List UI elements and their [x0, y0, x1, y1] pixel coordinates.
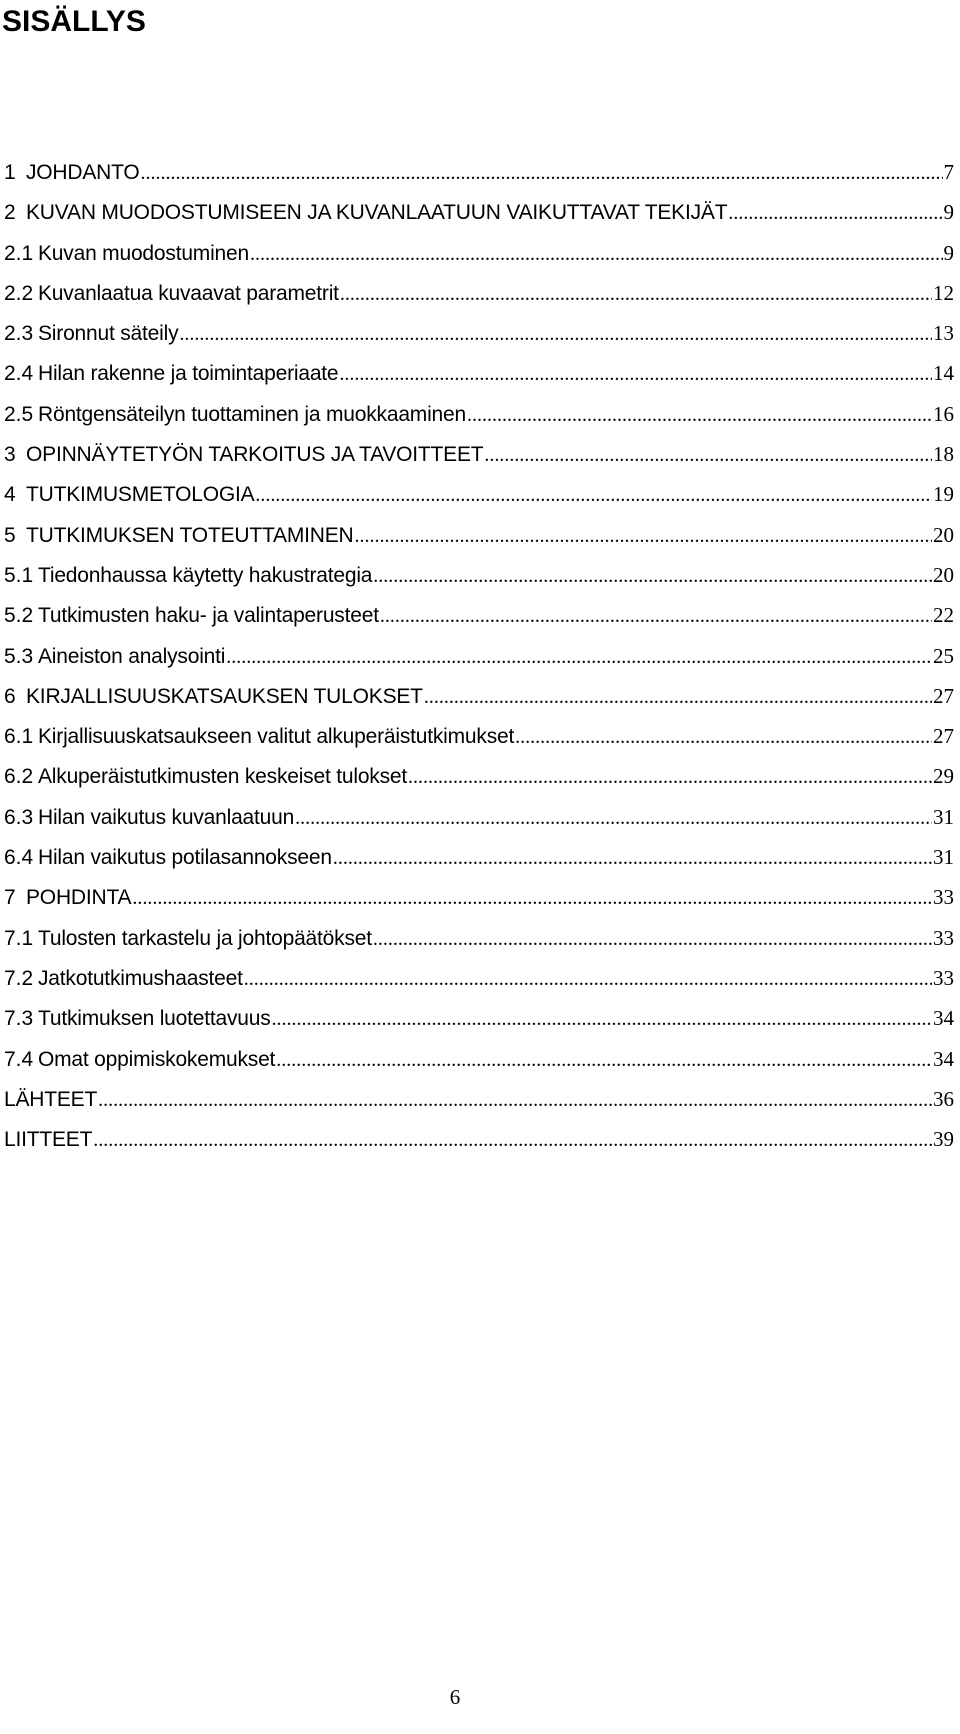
toc-dot-leader	[339, 354, 932, 394]
toc-dot-leader	[484, 435, 932, 475]
toc-dot-leader	[408, 757, 932, 797]
toc-entry-title: KUVAN MUODOSTUMISEEN JA KUVANLAATUUN VAIKUTTAVAT TEKIJÄT	[26, 201, 728, 225]
toc-dot-leader	[728, 193, 942, 233]
toc-entry-title: Kuvanlaatua kuvaavat parametrit	[38, 281, 339, 305]
toc-entry[interactable]	[4, 152, 954, 192]
toc-dot-leader	[93, 1120, 932, 1160]
toc-entry[interactable]	[4, 474, 954, 514]
toc-entry-page: 12	[933, 280, 954, 305]
toc-entry-title: LIITTEET	[4, 1128, 93, 1152]
toc-dot-leader	[373, 919, 932, 959]
toc-entry-number: 6.3	[4, 805, 34, 829]
toc-entry[interactable]	[4, 636, 954, 676]
toc-entry-page: 22	[933, 603, 954, 628]
toc-entry-page: 31	[933, 804, 954, 829]
toc-entry[interactable]	[4, 555, 954, 595]
toc-entry-number: 7.1	[4, 926, 34, 950]
toc-entry-title: Jatkotutkimushaasteet	[38, 966, 243, 990]
toc-entry-title: Hilan rakenne ja toimintaperiaate	[38, 362, 339, 386]
toc-dot-leader	[515, 717, 932, 757]
toc-dot-leader	[467, 395, 932, 435]
toc-entry-page: 33	[933, 885, 954, 910]
toc-entry[interactable]	[4, 434, 954, 474]
toc-entry[interactable]	[4, 273, 954, 313]
toc-entry-title: Tulosten tarkastelu ja johtopäätökset	[38, 926, 372, 950]
toc-entry-number: 5	[4, 523, 16, 547]
toc-entry-title: Tiedonhaussa käytetty hakustrategia	[38, 563, 373, 587]
toc-entry-title: TUTKIMUSMETOLOGIA	[26, 483, 255, 507]
toc-entry-page: 25	[933, 643, 954, 668]
toc-entry[interactable]	[4, 313, 954, 353]
toc-entry[interactable]	[4, 192, 954, 232]
toc-dot-leader	[179, 314, 932, 354]
toc-entry-number: 2.5	[4, 402, 34, 426]
toc-entry-title: Kirjallisuuskatsaukseen valitut alkuperäistutkimukset	[38, 725, 515, 749]
toc-entry[interactable]	[4, 353, 954, 393]
toc-entry-title: TUTKIMUKSEN TOTEUTTAMINEN	[26, 523, 354, 547]
toc-dot-leader	[340, 274, 932, 314]
toc-entry[interactable]	[4, 515, 954, 555]
toc-entry-page: 19	[933, 482, 954, 507]
toc-entry-number: 7.2	[4, 966, 34, 990]
toc-entry[interactable]	[4, 676, 954, 716]
toc-entry-page: 20	[933, 522, 954, 547]
toc-entry-title: Aineiston analysointi	[38, 644, 226, 668]
toc-entry-page: 27	[933, 683, 954, 708]
table-of-contents	[4, 152, 954, 1159]
toc-entry[interactable]	[4, 1119, 954, 1159]
toc-entry-number: 6.1	[4, 725, 34, 749]
toc-dot-leader	[380, 596, 932, 636]
toc-entry-page: 13	[933, 321, 954, 346]
toc-entry-title: Röntgensäteilyn tuottaminen ja muokkaaminen	[38, 402, 466, 426]
toc-entry-title: Hilan vaikutus potilasannokseen	[38, 846, 332, 870]
page-number: 6	[449, 1685, 461, 1709]
toc-entry-page: 33	[933, 965, 954, 990]
toc-entry-number: 2.4	[4, 362, 34, 386]
page-title: SISÄLLYS	[2, 5, 146, 38]
toc-entry-number: 2.2	[4, 281, 34, 305]
toc-entry[interactable]	[4, 998, 954, 1038]
toc-entry-number: 7.3	[4, 1007, 34, 1031]
toc-dot-leader	[355, 516, 932, 556]
toc-entry-number: 2.1	[4, 241, 34, 265]
toc-entry[interactable]	[4, 756, 954, 796]
toc-entry[interactable]	[4, 233, 954, 273]
toc-entry-number: 2	[4, 201, 16, 225]
toc-dot-leader	[226, 637, 932, 677]
toc-entry-number: 2.3	[4, 322, 34, 346]
toc-entry-page: 34	[933, 1046, 954, 1071]
toc-entry-title: POHDINTA	[26, 886, 132, 910]
toc-entry-page: 33	[933, 925, 954, 950]
toc-entry-page: 14	[933, 361, 954, 386]
toc-dot-leader	[244, 959, 932, 999]
toc-entry-page: 39	[933, 1127, 954, 1152]
toc-entry-title: Alkuperäistutkimusten keskeiset tulokset	[38, 765, 408, 789]
toc-entry-title: Kuvan muodostuminen	[38, 241, 249, 265]
toc-entry-title: OPINNÄYTETYÖN TARKOITUS JA TAVOITTEET	[26, 443, 484, 467]
toc-dot-leader	[373, 556, 932, 596]
toc-entry-page: 31	[933, 845, 954, 870]
toc-dot-leader	[255, 475, 932, 515]
toc-entry-number: 1	[4, 161, 16, 184]
toc-entry-number: 5.3	[4, 644, 34, 668]
toc-dot-leader	[272, 999, 932, 1039]
toc-entry-number: 4	[4, 483, 16, 507]
toc-dot-leader	[132, 878, 932, 918]
toc-entry-title: Omat oppimiskokemukset	[38, 1047, 276, 1071]
toc-entry-page: 9	[943, 200, 954, 225]
toc-entry[interactable]	[4, 837, 954, 877]
toc-dot-leader	[333, 838, 932, 878]
toc-entry[interactable]	[4, 918, 954, 958]
toc-entry-number: 5.1	[4, 563, 34, 587]
toc-entry-title: Hilan vaikutus kuvanlaatuun	[38, 805, 295, 829]
toc-dot-leader	[424, 677, 932, 717]
toc-entry-title: LÄHTEET	[4, 1087, 98, 1111]
toc-entry-title: Sironnut säteily	[38, 322, 179, 346]
toc-entry[interactable]	[4, 797, 954, 837]
toc-dot-leader	[276, 1040, 932, 1080]
toc-entry-title: JOHDANTO	[26, 161, 140, 184]
toc-entry-page: 16	[933, 401, 954, 426]
toc-dot-leader	[250, 234, 943, 274]
toc-entry-page: 18	[933, 442, 954, 467]
toc-entry-page: 29	[933, 764, 954, 789]
toc-entry[interactable]	[4, 1039, 954, 1079]
toc-entry-title: Tutkimusten haku- ja valintaperusteet	[38, 604, 379, 628]
toc-entry-number: 6.4	[4, 846, 34, 870]
toc-entry-number: 6	[4, 684, 16, 708]
toc-entry-page: 27	[933, 724, 954, 749]
toc-dot-leader	[98, 1080, 932, 1120]
toc-entry[interactable]	[4, 595, 954, 635]
toc-entry-number: 3	[4, 443, 16, 467]
toc-entry-title: Tutkimuksen luotettavuus	[38, 1007, 271, 1031]
toc-entry-page: 34	[933, 1006, 954, 1031]
toc-entry[interactable]	[4, 958, 954, 998]
toc-entry-number: 6.2	[4, 765, 34, 789]
toc-dot-leader	[295, 798, 932, 838]
toc-dot-leader	[141, 153, 943, 193]
toc-entry[interactable]	[4, 716, 954, 756]
toc-entry-page: 9	[943, 240, 954, 265]
toc-entry[interactable]	[4, 1079, 954, 1119]
toc-entry-number: 7	[4, 886, 16, 910]
toc-entry-page: 7	[943, 160, 954, 184]
toc-entry-title: KIRJALLISUUSKATSAUKSEN TULOKSET	[26, 684, 423, 708]
toc-entry[interactable]	[4, 394, 954, 434]
toc-entry-number: 5.2	[4, 604, 34, 628]
toc-entry-number: 7.4	[4, 1047, 34, 1071]
toc-entry[interactable]	[4, 877, 954, 917]
toc-entry-page: 36	[933, 1086, 954, 1111]
toc-entry-page: 20	[933, 562, 954, 587]
